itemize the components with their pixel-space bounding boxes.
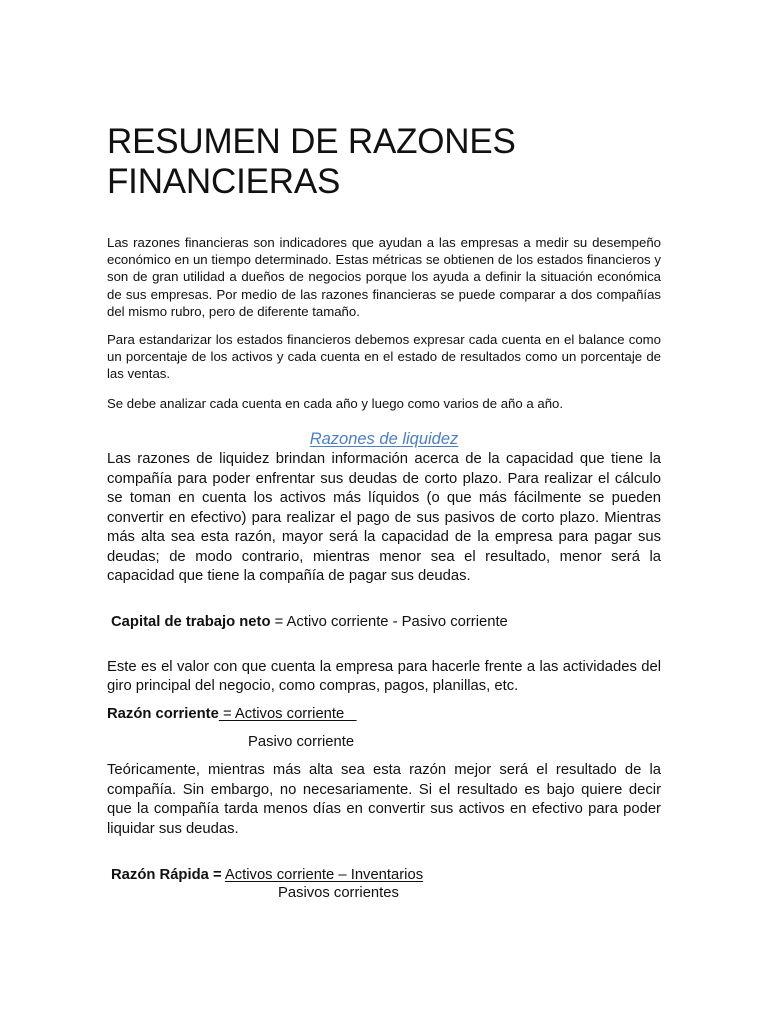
- razon-corriente-description: Teóricamente, mientras más alta sea esta razón mejor será el resultado de la compañía. Sin embargo, no necesariamente. Si el resultado es bajo quiere decir que la compañía tarda menos días en convertir sus activos en efectivo para poder liquidar sus deudas.: [107, 762, 661, 837]
- razon-rapida-label: Razón Rápida =: [111, 867, 222, 883]
- razon-rapida-denominator: Pasivos corrientes: [278, 885, 399, 901]
- razon-corriente-denominator: Pasivo corriente: [248, 734, 355, 750]
- intro-paragraph-1: Las razones financieras son indicadores que ayudan a las empresas a medir su desempeño económico en un tiempo determinado. Estas métricas se obtienen de los estados financieros y son de gran utilidad a dueños de negocios porque los ayuda a definir la situación económica de sus empresas. Por medio de las razones financieras se puede comparar a dos compañías del mismo rubro, pero de diferente tamaño.: [107, 235, 661, 319]
- razon-rapida-formula: [111, 866, 423, 885]
- intro-paragraph-2: Para estandarizar los estados financieros debemos expresar cada cuenta en el balance como un porcentaje de los activos y cada cuenta en el estado de resultados como un porcentaje de las ventas.: [107, 332, 661, 382]
- razon-corriente-numerator: = Activos corriente: [218, 706, 357, 722]
- capital-trabajo-expression: = Activo corriente - Pasivo corriente: [270, 614, 508, 630]
- capital-trabajo-label: Capital de trabajo neto: [111, 614, 271, 630]
- intro-paragraph-3: Se debe analizar cada cuenta en cada año y luego como varios de año a año.: [107, 396, 564, 411]
- document-title: RESUMEN DE RAZONES FINANCIERAS: [107, 122, 516, 201]
- razon-corriente-formula: [107, 705, 357, 724]
- razon-corriente-label: Razón corriente: [107, 706, 219, 722]
- liquidity-heading: Razones de liquidez: [309, 430, 459, 448]
- capital-trabajo-description: Este es el valor con que cuenta la empresa para hacerle frente a las actividades del giro principal del negocio, como compras, pagos, planillas, etc.: [107, 659, 661, 694]
- liquidity-description: Las razones de liquidez brindan información acerca de la capacidad que tiene la compañía para poder enfrentar sus deudas de corto plazo. Para realizar el cálculo se toman en cuenta los activos más líquidos (o que más fácilmente se pueden convertir en efectivo) para realizar el pago de sus pasivos de corto plazo. Mientras más alta sea esta razón, mayor será la capacidad de la empresa para pagar sus deudas; de modo contrario, mientras menor sea el resultado, menor será la capacidad que tiene la compañía de pagar sus deudas.: [107, 451, 661, 584]
- razon-rapida-numerator: Activos corriente – Inventarios: [224, 867, 424, 883]
- capital-trabajo-formula: [111, 613, 508, 632]
